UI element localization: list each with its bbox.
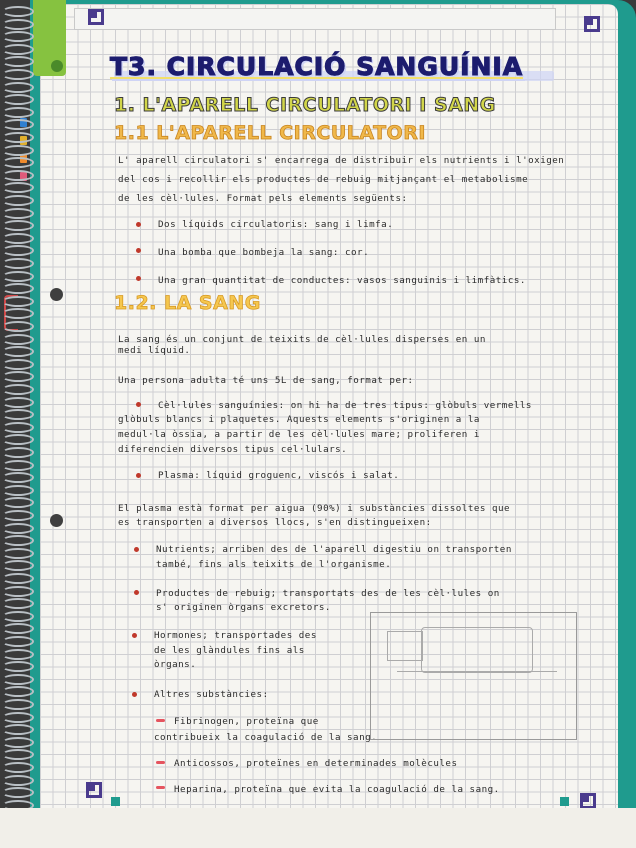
sub-bullet-dash <box>156 761 165 764</box>
bullet-dot <box>136 222 141 227</box>
section-1-2-heading: 1.2. LA SANG <box>114 292 261 314</box>
spiral-loop <box>2 674 34 685</box>
spiral-loop <box>2 535 34 546</box>
heparin-line: Heparina, proteïna que evita la coagulació de la sang. <box>174 784 500 795</box>
bullet-item: Dos líquids circulatoris: sang i limfa. <box>158 219 394 230</box>
spiral-loop <box>2 560 34 571</box>
spiral-loop <box>2 19 34 30</box>
spiral-loop <box>2 6 34 17</box>
blood-intro-line-1: La sang és un conjunt de teixits de cèl·lules disperses en un <box>118 334 486 345</box>
plasma-bullet: Plasma: líquid groguenc, viscós i salat. <box>158 470 400 481</box>
spiral-loop <box>2 636 34 647</box>
sub-bullet-dash <box>156 719 165 722</box>
sub-bullet-dash <box>156 786 165 789</box>
nutrients-line-2: també, fins als teixits de l'organisme. <box>156 559 392 570</box>
spiral-loop <box>2 31 34 42</box>
spiral-loop <box>2 334 34 345</box>
bullet-item: Una bomba que bombeja la sang: cor. <box>158 247 370 258</box>
spiral-loop <box>2 145 34 156</box>
spiral-loop <box>2 434 34 445</box>
punch-hole <box>50 288 63 301</box>
spiral-loop <box>2 749 34 760</box>
spiral-loop <box>2 308 34 319</box>
intro-line-1: L' aparell circulatori s' encarrega de distribuir els nutrients i l'oxigen <box>118 155 565 166</box>
spiral-loop <box>2 170 34 181</box>
spiral-loop <box>2 787 34 798</box>
corner-mark-icon <box>88 9 104 25</box>
spiral-loop <box>2 82 34 93</box>
spiral-loop <box>2 346 34 357</box>
plasma-desc-line-2: es transporten a diversos llocs, s'en distingueixen: <box>118 517 432 528</box>
bullet-dot <box>136 473 141 478</box>
spiral-loop <box>2 371 34 382</box>
spiral-loop <box>2 775 34 786</box>
spiral-loop <box>2 94 34 105</box>
plasma-desc-line-1: El plasma està format per aigua (90%) i substàncies dissoltes que <box>118 503 511 514</box>
spiral-loop <box>2 447 34 458</box>
spiral-loop <box>2 686 34 697</box>
spiral-loop <box>2 409 34 420</box>
spiral-loop <box>2 611 34 622</box>
spiral-loop <box>2 586 34 597</box>
pencil-sketch <box>370 612 577 740</box>
spiral-loop <box>2 762 34 773</box>
spiral-loop <box>2 598 34 609</box>
spiral-loop <box>2 44 34 55</box>
intro-line-2: del cos i recollir els productes de rebuig mitjançant el metabolisme <box>118 174 529 185</box>
spiral-loop <box>2 460 34 471</box>
spiral-loop <box>2 56 34 67</box>
section-1-heading: 1. L'APARELL CIRCULATORI I SANG <box>114 94 496 116</box>
bullet-dot <box>136 402 141 407</box>
cells-line-4: diferencien diversos tipus cel·lulars. <box>118 444 348 455</box>
intro-line-3: de les cèl·lules. Format pels elements següents: <box>118 193 408 204</box>
spiral-loop <box>2 119 34 130</box>
spiral-loop <box>2 661 34 672</box>
bullet-dot <box>136 276 141 281</box>
section-1-1-heading: 1.1 L'APARELL CIRCULATORI <box>114 122 426 144</box>
spiral-loop <box>2 724 34 735</box>
spiral-loop <box>2 271 34 282</box>
adult-blood-line: Una persona adulta té uns 5L de sang, format per: <box>118 375 414 386</box>
nutrients-line-1: Nutrients; arriben des de l'aparell digestiu on transporten <box>156 544 512 555</box>
spiral-loop <box>2 497 34 508</box>
bullet-item: Una gran quantitat de conductes: vasos sanguinis i limfàtics. <box>158 275 526 286</box>
green-square-mark <box>560 797 569 806</box>
spiral-loop <box>2 397 34 408</box>
spiral-loop <box>2 321 34 332</box>
spiral-binding <box>0 0 34 848</box>
spiral-loop <box>2 422 34 433</box>
spiral-loop <box>2 699 34 710</box>
spiral-loop <box>2 472 34 483</box>
fibrinogen-line-2: contribueix la coagulació de la sang. <box>154 732 378 743</box>
spiral-loop <box>2 258 34 269</box>
blood-intro-line-2: medi líquid. <box>118 345 191 356</box>
hormones-line-2: de les glàndules fins als <box>154 645 305 656</box>
hormones-line-1: Hormones; transportades des <box>154 630 317 641</box>
spiral-loop <box>2 195 34 206</box>
hormones-line-3: òrgans. <box>154 659 197 670</box>
spiral-loop <box>2 208 34 219</box>
fibrinogen-line-1: Fibrinogen, proteïna que <box>174 716 319 727</box>
main-title: T3. CIRCULACIÓ SANGUÍNIA <box>110 52 524 81</box>
bullet-dot <box>134 547 139 552</box>
spiral-loop <box>2 296 34 307</box>
others-bullet: Altres substàncies: <box>154 689 269 700</box>
cells-line-2: glòbuls blancs i plaquetes. Aquests elements s'originen a la <box>118 414 480 425</box>
corner-mark-icon <box>580 793 596 809</box>
corner-mark-icon <box>584 16 600 32</box>
corner-mark-icon <box>86 782 102 798</box>
green-square-mark <box>111 797 120 806</box>
sketch-shape <box>387 631 423 661</box>
spiral-loop <box>2 712 34 723</box>
bullet-dot <box>134 590 139 595</box>
spiral-loop <box>2 283 34 294</box>
spiral-loop <box>2 107 34 118</box>
spiral-loop <box>2 69 34 80</box>
header-title-strip <box>74 8 556 30</box>
bullet-dot <box>132 692 137 697</box>
cells-line-1: Cèl·lules sanguínies: on hi ha de tres tipus: glòbuls vermells <box>158 400 532 411</box>
spiral-loop <box>2 649 34 660</box>
spiral-loop <box>2 157 34 168</box>
sketch-shape <box>397 671 557 688</box>
spiral-loop <box>2 623 34 634</box>
products-line-1: Productes de rebuig; transportats des de les cèl·lules on <box>156 588 500 599</box>
spiral-loop <box>2 523 34 534</box>
spiral-loop <box>2 245 34 256</box>
punch-hole <box>50 514 63 527</box>
spiral-loop <box>2 233 34 244</box>
spiral-loop <box>2 485 34 496</box>
spiral-loop <box>2 548 34 559</box>
spiral-loop <box>2 220 34 231</box>
bullet-dot <box>132 633 137 638</box>
spiral-loop <box>2 359 34 370</box>
bullet-dot <box>136 248 141 253</box>
background-paper <box>0 808 636 848</box>
tab-dot <box>51 60 63 72</box>
cells-line-3: medul·la òssia, a partir de les cèl·lules mare; proliferen i <box>118 429 480 440</box>
products-line-2: s' originen òrgans excretors. <box>156 602 331 613</box>
spiral-loop <box>2 737 34 748</box>
spiral-loop <box>2 384 34 395</box>
spiral-loop <box>2 510 34 521</box>
antibodies-line: Anticossos, proteïnes en determinades molècules <box>174 758 458 769</box>
spiral-loop <box>2 182 34 193</box>
spiral-loop <box>2 132 34 143</box>
spiral-loop <box>2 573 34 584</box>
sketch-shape <box>421 627 533 673</box>
